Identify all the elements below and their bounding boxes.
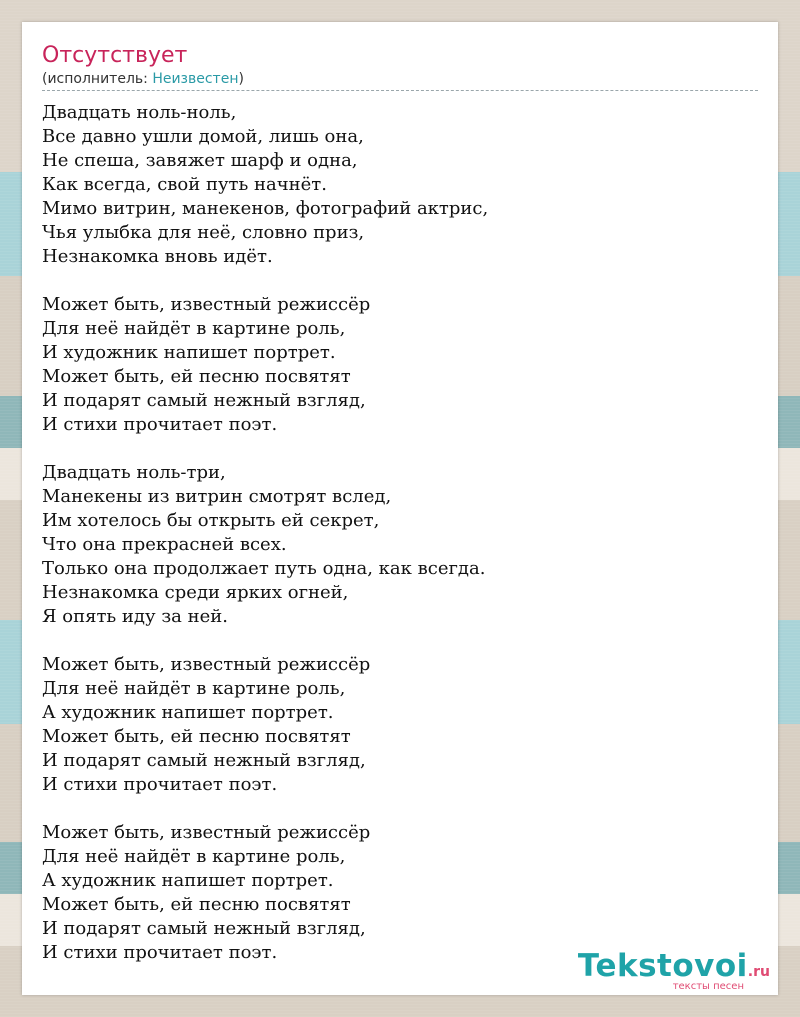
lyrics-line: Для неё найдёт в картине роль, xyxy=(42,678,346,699)
logo-tagline: тексты песен xyxy=(672,981,744,992)
lyrics-line: Может быть, ей песню посвятят xyxy=(42,894,351,915)
lyrics-line: Им хотелось бы открыть ей секрет, xyxy=(42,510,380,531)
lyrics-line: Может быть, ей песню посвятят xyxy=(42,366,351,387)
lyrics-line: Как всегда, свой путь начнёт. xyxy=(42,174,327,195)
lyrics-line: И стихи прочитает поэт. xyxy=(42,942,278,963)
lyrics-line: И стихи прочитает поэт. xyxy=(42,774,278,795)
lyrics-line: Для неё найдёт в картине роль, xyxy=(42,318,346,339)
lyrics-line: Незнакомка среди ярких огней, xyxy=(42,582,349,603)
lyrics-line: Все давно ушли домой, лишь она, xyxy=(42,126,364,147)
lyrics-line: Может быть, известный режиссёр xyxy=(42,654,371,675)
lyrics-line: Может быть, известный режиссёр xyxy=(42,294,371,315)
lyrics-body xyxy=(42,101,758,965)
lyrics-line: Для неё найдёт в картине роль, xyxy=(42,846,346,867)
lyrics-line: Я опять иду за ней. xyxy=(42,606,228,627)
lyrics-line: Манекены из витрин смотрят вслед, xyxy=(42,486,392,507)
artist-line xyxy=(42,70,758,91)
artist-suffix: ) xyxy=(238,71,244,87)
lyrics-stanza xyxy=(42,821,758,965)
lyrics-stanza xyxy=(42,293,758,437)
lyrics-line: Двадцать ноль-три, xyxy=(42,462,226,483)
lyrics-line: Мимо витрин, манекенов, фотографий актрис, xyxy=(42,198,489,219)
lyrics-line: И подарят самый нежный взгляд, xyxy=(42,390,366,411)
lyrics-line: Не спеша, завяжет шарф и одна, xyxy=(42,150,358,171)
lyrics-line: А художник напишет портрет. xyxy=(42,702,334,723)
logo-name: Tekstovoi xyxy=(577,948,748,984)
lyrics-line: Двадцать ноль-ноль, xyxy=(42,102,237,123)
lyrics-line: И подарят самый нежный взгляд, xyxy=(42,750,366,771)
lyrics-stanza xyxy=(42,653,758,797)
lyrics-line: И подарят самый нежный взгляд, xyxy=(42,918,366,939)
lyrics-line: Может быть, известный режиссёр xyxy=(42,822,371,843)
lyrics-line: Незнакомка вновь идёт. xyxy=(42,246,273,267)
lyrics-stanza xyxy=(42,101,758,269)
logo-tld: .ru xyxy=(747,964,770,980)
lyrics-line: Что она прекрасней всех. xyxy=(42,534,287,555)
song-title: Отсутствует xyxy=(42,43,188,68)
lyrics-line: Чья улыбка для неё, словно приз, xyxy=(42,222,365,243)
lyrics-card xyxy=(22,22,778,995)
site-logo[interactable] xyxy=(578,949,770,993)
lyrics-stanza xyxy=(42,461,758,629)
lyrics-line: И стихи прочитает поэт. xyxy=(42,414,278,435)
lyrics-line: Может быть, ей песню посвятят xyxy=(42,726,351,747)
lyrics-line: А художник напишет портрет. xyxy=(42,870,334,891)
lyrics-line: Только она продолжает путь одна, как всегда. xyxy=(42,558,486,579)
lyrics-line: И художник напишет портрет. xyxy=(42,342,336,363)
artist-prefix: (исполнитель: xyxy=(42,71,153,87)
artist-link[interactable]: Неизвестен xyxy=(152,71,239,87)
